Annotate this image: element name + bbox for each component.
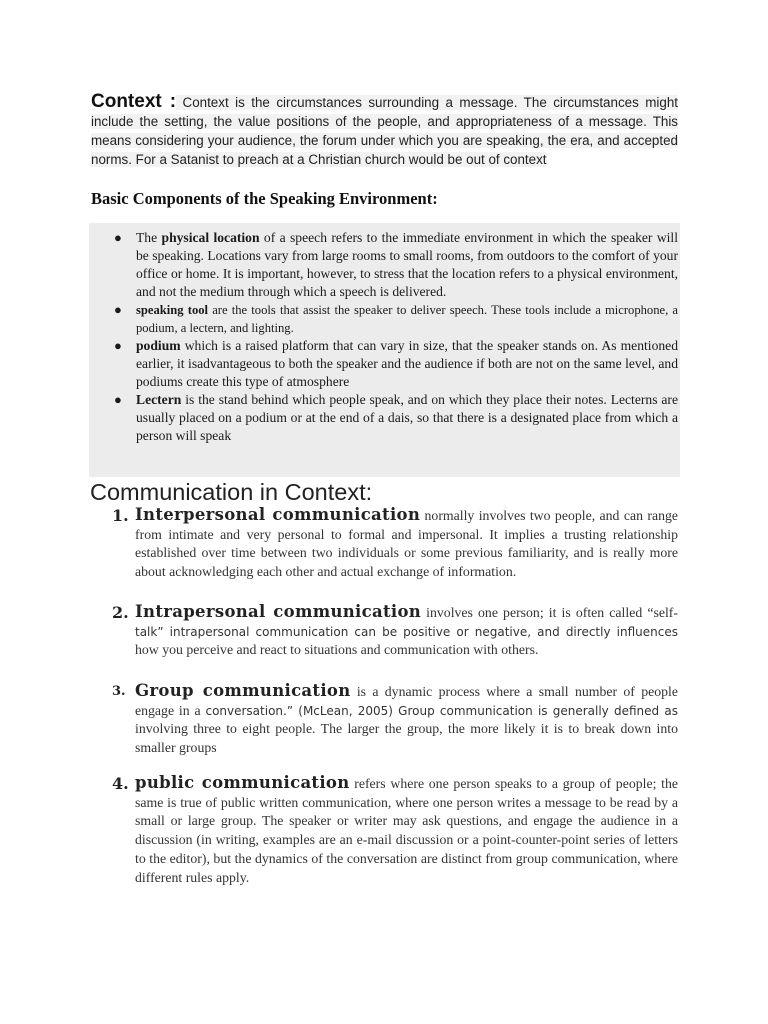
- item-term: podium: [136, 338, 181, 353]
- item-text-c: how you perceive and react to situations and communication with others.: [135, 642, 539, 658]
- item-term: public communication: [135, 773, 350, 792]
- list-item: [114, 229, 678, 301]
- item-term: physical location: [161, 230, 260, 245]
- list-item: [114, 337, 678, 391]
- context-paragraph: [91, 92, 678, 169]
- item-term: Intrapersonal communication: [135, 602, 422, 621]
- item-term: Lectern: [136, 392, 182, 407]
- item-term: Interpersonal communication: [135, 505, 421, 524]
- numbered-item-interpersonal: [112, 505, 678, 582]
- item-text: is the stand behind which people speak, and on which they place their notes. Lecterns are usually placed on a podium or at the end of a dais, so that there is a designated place from which a person will speak: [136, 392, 678, 443]
- item-text-a: is a dynamic process where a small number of people engage in a: [135, 684, 678, 718]
- item-number: 4.: [112, 774, 129, 793]
- item-text-c: involving three to eight people. The larger the group, the more likely it is to break down into smaller groups: [135, 721, 678, 756]
- numbered-item-group: [112, 681, 678, 758]
- bullet-icon: ●: [114, 338, 122, 353]
- basic-components-heading: Basic Components of the Speaking Environment:: [91, 189, 438, 208]
- item-text: of a speech refers to the immediate environment in which the speaker will be speaking. Locations vary from large rooms to small rooms, from outdoors to the comfort of your office or home. It is important, however, to stress that the location refers to a physical environment, and not the medium through which a speech is delivered.: [136, 230, 678, 299]
- list-item: [114, 391, 678, 445]
- numbered-item-intrapersonal: [112, 602, 678, 660]
- item-text-b: talk” intrapersonal communication can be positive or negative, and directly influences: [135, 624, 678, 639]
- list-item: [114, 301, 678, 337]
- communication-in-context-title: Communication in Context:: [90, 479, 373, 505]
- item-text-b: conversation.” (McLean, 2005) Group communication is generally defined as: [205, 703, 678, 718]
- item-text: normally involves two people, and can range from intimate and very personal to formal and impersonal. It implies a trusting relationship established over time between two individuals or some previous familiarity, and is really more about acknowledging each other and actual exchange of information.: [135, 508, 678, 580]
- item-number: 3.: [112, 684, 126, 699]
- context-label: Context :: [91, 91, 177, 112]
- item-number: 2.: [112, 603, 129, 622]
- bullet-icon: ●: [114, 392, 122, 407]
- item-prefix: The: [136, 230, 162, 245]
- item-text-a: involves one person; it is often called “self-: [421, 605, 678, 620]
- item-text: which is a raised platform that can vary in size, that the speaker stands on. As mentioned earlier, it isadvantageous to both the speaker and the audience if both are not on the same level, and podiums create this type of atmosphere: [136, 338, 678, 389]
- numbered-item-public: [112, 773, 678, 887]
- item-text: refers where one person speaks to a group of people; the same is true of public written communication, where one person writes a message to be read by a small or large group. The speaker or writer may ask questions, and engage the audience in a discussion (in writing, examples are an e-mail discussion or a point-counter-point series of letters to the editor), but the dynamics of the conversation are distinct from group communication, where different rules apply.: [135, 776, 678, 885]
- components-list: [114, 229, 678, 445]
- item-text: are the tools that assist the speaker to deliver speech. These tools include a microphone, a podium, a lectern, and lighting.: [136, 303, 678, 335]
- item-number: 1.: [112, 506, 129, 525]
- bullet-icon: ●: [114, 230, 122, 245]
- bullet-icon: ●: [114, 302, 122, 317]
- item-term: Group communication: [135, 681, 351, 700]
- context-text: Context is the circumstances surrounding a message. The circumstances might include the setting, the value positions of the people, and appropriateness of a message. This means considering your audience, the forum under which you are speaking, the era, and accepted norms. For a Satanist to preach at a Christian church would be out of context: [91, 95, 678, 167]
- item-term: speaking tool: [136, 303, 209, 317]
